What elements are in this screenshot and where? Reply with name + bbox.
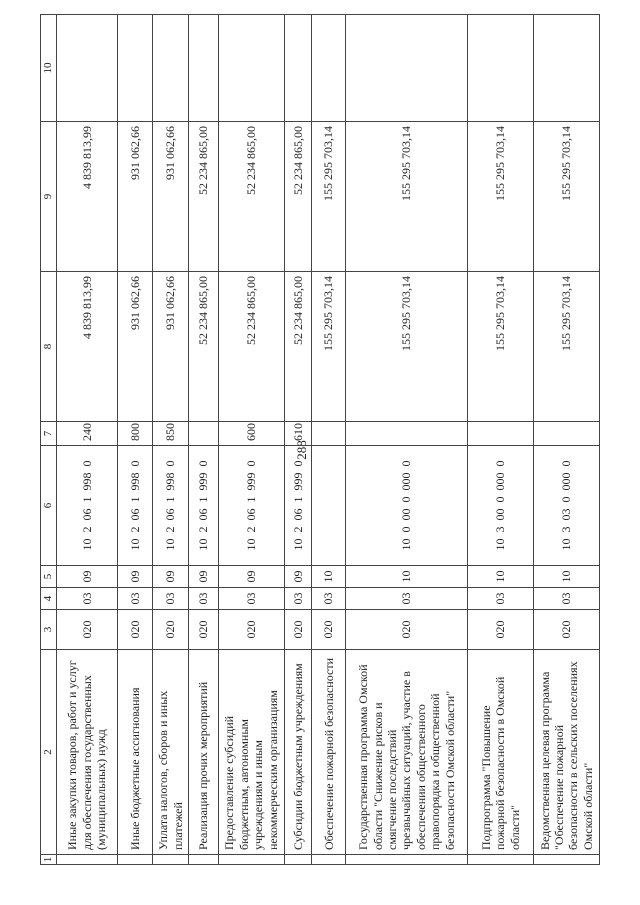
amount-col8: 155 295 703,14 <box>312 272 346 422</box>
blank-cell <box>312 855 346 865</box>
blank-cell <box>346 855 468 865</box>
amount-col10 <box>533 15 599 122</box>
section-code: 03 <box>56 588 117 610</box>
table-row <box>468 15 534 865</box>
ministry-code: 020 <box>284 610 312 650</box>
amount-col9: 155 295 703,14 <box>468 122 534 272</box>
amount-col9: 155 295 703,14 <box>346 122 468 272</box>
ministry-code: 020 <box>118 610 153 650</box>
amount-col9: 931 062,66 <box>153 122 189 272</box>
target-article-code: 10 2 06 1 999 0 <box>188 446 218 566</box>
subsection-code: 10 <box>346 566 468 588</box>
subsection-code: 10 <box>312 566 346 588</box>
ministry-code: 020 <box>56 610 117 650</box>
amount-col8: 155 295 703,14 <box>468 272 534 422</box>
item-name: Иные бюджетные ассигнования <box>118 650 153 855</box>
header-cell: 5 <box>41 566 57 588</box>
amount-col10 <box>118 15 153 122</box>
amount-col9: 155 295 703,14 <box>312 122 346 272</box>
subsection-code: 10 <box>468 566 534 588</box>
section-code: 03 <box>188 588 218 610</box>
header-cell: 8 <box>41 272 57 422</box>
item-name: Ведомственная целевая программа "Обеспечение пожарной безопасности в сельских поселениях Омской области" <box>533 650 599 855</box>
amount-col10 <box>468 15 534 122</box>
section-code: 03 <box>153 588 189 610</box>
expense-type-code: 850 <box>153 422 189 446</box>
header-cell: 1 <box>41 855 57 865</box>
expense-type-code <box>312 422 346 446</box>
amount-col9: 52 234 865,00 <box>284 122 312 272</box>
amount-col8: 155 295 703,14 <box>533 272 599 422</box>
header-cell: 9 <box>41 122 57 272</box>
expense-type-code <box>188 422 218 446</box>
subsection-code: 09 <box>153 566 189 588</box>
header-cell: 3 <box>41 610 57 650</box>
header-cell: 4 <box>41 588 57 610</box>
item-name: Обеспечение пожарной безопасности <box>312 650 346 855</box>
amount-col9: 52 234 865,00 <box>188 122 218 272</box>
target-article-code: 10 2 06 1 998 0 <box>56 446 117 566</box>
expense-type-code <box>533 422 599 446</box>
section-code: 03 <box>118 588 153 610</box>
amount-col10 <box>153 15 189 122</box>
target-article-code: 10 2 06 1 998 0 <box>118 446 153 566</box>
header-cell: 7 <box>41 422 57 446</box>
target-article-code: 10 3 00 0 000 0 <box>468 446 534 566</box>
blank-cell <box>188 855 218 865</box>
blank-cell <box>153 855 189 865</box>
subsection-code: 09 <box>218 566 284 588</box>
amount-col8: 52 234 865,00 <box>188 272 218 422</box>
section-code: 03 <box>284 588 312 610</box>
budget-table <box>40 14 600 865</box>
table-row <box>118 15 153 865</box>
blank-cell <box>118 855 153 865</box>
expense-type-code: 600 <box>218 422 284 446</box>
page-number: 288 <box>294 440 309 460</box>
header-row <box>41 15 57 865</box>
section-code: 03 <box>468 588 534 610</box>
ministry-code: 020 <box>312 610 346 650</box>
blank-cell <box>533 855 599 865</box>
table-row <box>284 15 312 865</box>
amount-col10 <box>218 15 284 122</box>
target-article-code: 10 3 03 0 000 0 <box>533 446 599 566</box>
section-code: 03 <box>346 588 468 610</box>
subsection-code: 10 <box>533 566 599 588</box>
subsection-code: 09 <box>188 566 218 588</box>
ministry-code: 020 <box>153 610 189 650</box>
expense-type-code: 800 <box>118 422 153 446</box>
amount-col10 <box>56 15 117 122</box>
blank-cell <box>284 855 312 865</box>
header-cell: 6 <box>41 446 57 566</box>
table-row <box>312 15 346 865</box>
target-article-code: 10 0 00 0 000 0 <box>346 446 468 566</box>
blank-cell <box>218 855 284 865</box>
item-name: Государственная программа Омской области "Снижение рисков и смягчение последствий чрезвычайных ситуаций, участие в обеспечении общественного правопорядка и общественной безопасности Омской области" <box>346 650 468 855</box>
table-row <box>533 15 599 865</box>
item-name: Реализация прочих мероприятий <box>188 650 218 855</box>
amount-col10 <box>346 15 468 122</box>
expense-type-code: 240 <box>56 422 117 446</box>
expense-type-code <box>468 422 534 446</box>
amount-col8: 4 839 813,99 <box>56 272 117 422</box>
amount-col10 <box>188 15 218 122</box>
item-name: Иные закупки товаров, работ и услуг для обеспечения государственных (муниципальных) нужд <box>56 650 117 855</box>
item-name: Подпрограмма "Повышение пожарной безопасности в Омской области" <box>468 650 534 855</box>
ministry-code: 020 <box>533 610 599 650</box>
ministry-code: 020 <box>346 610 468 650</box>
amount-col8: 931 062,66 <box>153 272 189 422</box>
item-name: Субсидии бюджетным учреждениям <box>284 650 312 855</box>
amount-col8: 931 062,66 <box>118 272 153 422</box>
subsection-code: 09 <box>284 566 312 588</box>
target-article-code <box>312 446 346 566</box>
amount-col9: 52 234 865,00 <box>218 122 284 272</box>
amount-col10 <box>284 15 312 122</box>
target-article-code: 10 2 06 1 999 0 <box>218 446 284 566</box>
amount-col8: 155 295 703,14 <box>346 272 468 422</box>
amount-col9: 155 295 703,14 <box>533 122 599 272</box>
amount-col9: 931 062,66 <box>118 122 153 272</box>
budget-table-rotated <box>40 15 600 865</box>
table-row <box>56 15 117 865</box>
target-article-code: 10 2 06 1 998 0 <box>153 446 189 566</box>
ministry-code: 020 <box>468 610 534 650</box>
subsection-code: 09 <box>118 566 153 588</box>
expense-type-code <box>346 422 468 446</box>
ministry-code: 020 <box>188 610 218 650</box>
expense-type-code: 610 <box>284 422 312 446</box>
table-row <box>188 15 218 865</box>
header-cell: 10 <box>41 15 57 122</box>
section-code: 03 <box>312 588 346 610</box>
target-article-code: 10 2 06 1 999 0 <box>284 446 312 566</box>
amount-col8: 52 234 865,00 <box>284 272 312 422</box>
table-row <box>153 15 189 865</box>
ministry-code: 020 <box>218 610 284 650</box>
item-name: Предоставление субсидий бюджетным, автономным учреждениям и иным некоммерческим организациям <box>218 650 284 855</box>
amount-col9: 4 839 813,99 <box>56 122 117 272</box>
subsection-code: 09 <box>56 566 117 588</box>
amount-col10 <box>312 15 346 122</box>
table-row <box>346 15 468 865</box>
header-cell: 2 <box>41 650 57 855</box>
blank-cell <box>56 855 117 865</box>
table-row <box>218 15 284 865</box>
blank-cell <box>468 855 534 865</box>
section-code: 03 <box>533 588 599 610</box>
amount-col8: 52 234 865,00 <box>218 272 284 422</box>
section-code: 03 <box>218 588 284 610</box>
item-name: Уплата налогов, сборов и иных платежей <box>153 650 189 855</box>
